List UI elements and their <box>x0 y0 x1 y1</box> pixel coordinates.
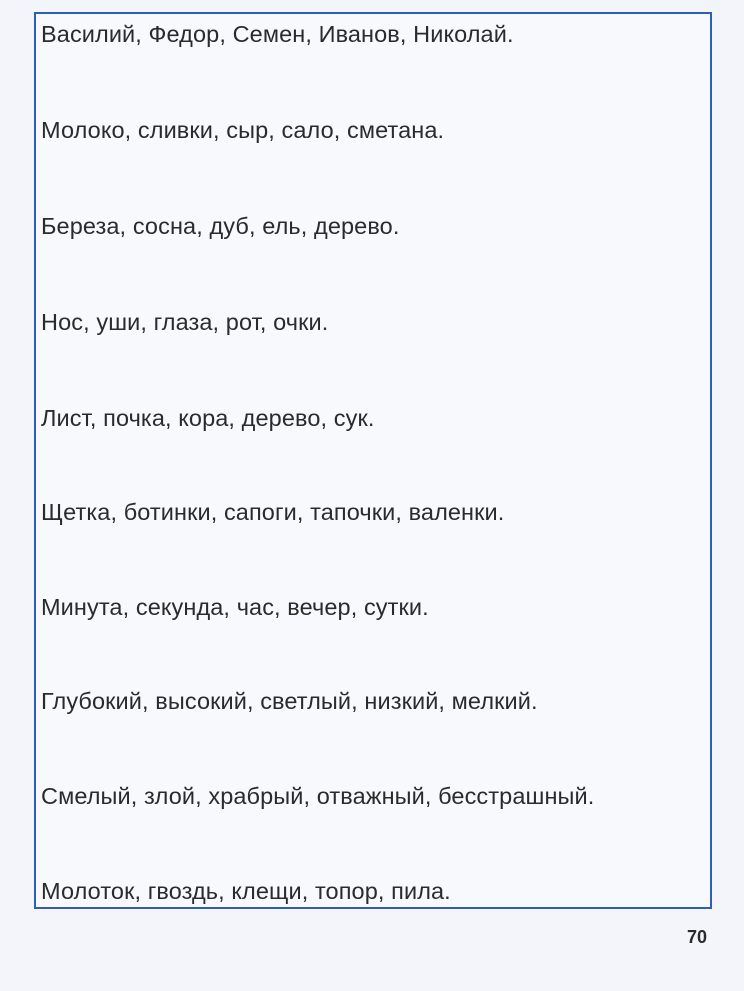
exercise-frame <box>34 12 712 909</box>
word-line-5: Лист, почка, кора, дерево, сук. <box>41 405 375 431</box>
word-line-9: Смелый, злой, храбрый, отважный, бесстрашный. <box>41 783 595 809</box>
word-line-3: Береза, сосна, дуб, ель, дерево. <box>41 213 400 239</box>
page-number: 70 <box>687 927 708 947</box>
word-line-6: Щетка, ботинки, сапоги, тапочки, валенки. <box>41 499 505 525</box>
word-line-10: Молоток, гвоздь, клещи, топор, пила. <box>41 878 451 904</box>
word-line-2: Молоко, сливки, сыр, сало, сметана. <box>41 117 445 143</box>
word-line-4: Нос, уши, глаза, рот, очки. <box>41 309 329 335</box>
word-line-8: Глубокий, высокий, светлый, низкий, мелкий. <box>41 688 538 714</box>
word-line-7: Минута, секунда, час, вечер, сутки. <box>41 594 429 620</box>
word-line-1: Василий, Федор, Семен, Иванов, Николай. <box>41 21 514 47</box>
